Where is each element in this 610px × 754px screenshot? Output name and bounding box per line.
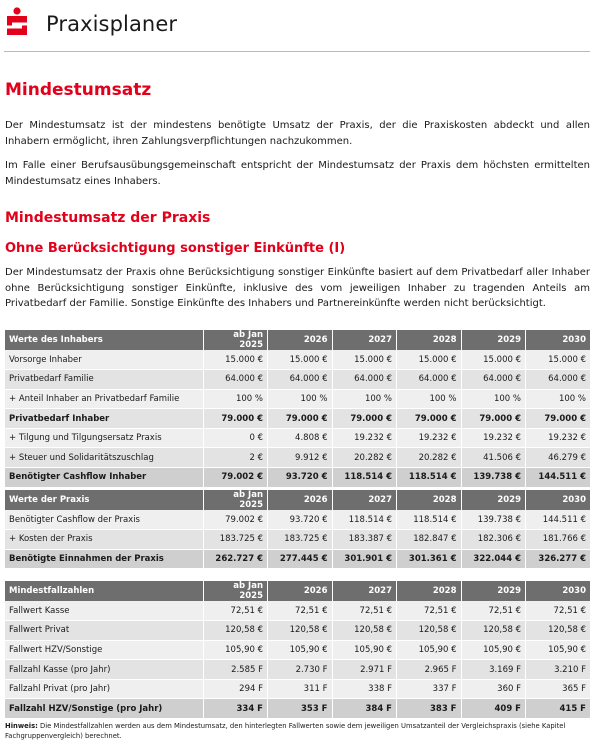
table-row	[5, 448, 590, 468]
table-row	[5, 428, 590, 448]
table-cell: 120,58 €	[268, 621, 333, 641]
table-cell: 79.000 €	[461, 409, 526, 429]
table-cell: 360 F	[461, 679, 526, 699]
table-cell: 139.738 €	[461, 468, 526, 488]
table-cell: 19.232 €	[332, 428, 397, 448]
table-row	[5, 389, 590, 409]
column-header: 2030	[526, 330, 591, 350]
table-cell: 100 %	[461, 389, 526, 409]
table-subtotal-row	[5, 409, 590, 429]
table-header-row	[5, 490, 590, 510]
column-header: 2027	[332, 330, 397, 350]
table-cell: 15.000 €	[268, 350, 333, 370]
row-label: + Steuer und Solidaritätszuschlag	[5, 448, 203, 468]
table-cell: 118.514 €	[397, 510, 462, 530]
row-label: Fallzahl HZV/Sonstige (pro Jahr)	[5, 699, 203, 719]
column-header: 2029	[461, 490, 526, 510]
table-cell: 41.506 €	[461, 448, 526, 468]
table-cell: 2.585 F	[203, 660, 268, 680]
table-cell: 322.044 €	[461, 549, 526, 569]
table-cell: 79.000 €	[268, 409, 333, 429]
row-label: + Tilgung und Tilgungsersatz Praxis	[5, 428, 203, 448]
table-cell: 64.000 €	[268, 370, 333, 390]
table-cell: 118.514 €	[397, 468, 462, 488]
header-divider	[4, 51, 590, 52]
column-header: 2027	[332, 581, 397, 601]
table-cell: 182.847 €	[397, 530, 462, 550]
column-header: 2027	[332, 490, 397, 510]
footnote-label: Hinweis:	[5, 722, 38, 730]
column-header: 2030	[526, 581, 591, 601]
table-cell: 20.282 €	[397, 448, 462, 468]
footnote-text: Die Mindestfallzahlen werden aus dem Mindestumsatz, den hinterlegten Fallwerten sowie dem jeweiligen Umsatzanteil der Vergleichspraxis (siehe Kapitel Fachgruppenvergleich) berechnet.	[5, 722, 566, 740]
table-cell: 19.232 €	[397, 428, 462, 448]
table-cell: 105,90 €	[397, 640, 462, 660]
row-label: Privatbedarf Familie	[5, 370, 203, 390]
minimum-case-numbers-table	[5, 581, 590, 719]
column-header: 2026	[268, 330, 333, 350]
table-cell: 15.000 €	[203, 350, 268, 370]
table-cell: 409 F	[461, 699, 526, 719]
table-cell: 64.000 €	[461, 370, 526, 390]
row-label: Vorsorge Inhaber	[5, 350, 203, 370]
table-cell: 294 F	[203, 679, 268, 699]
row-label: Privatbedarf Inhaber	[5, 409, 203, 429]
table-cell: 72,51 €	[397, 601, 462, 621]
table-total-row	[5, 468, 590, 488]
table-cell: 79.000 €	[203, 409, 268, 429]
table-cell: 181.766 €	[526, 530, 591, 550]
column-header: Werte der Praxis	[5, 490, 203, 510]
table-cell: 79.000 €	[332, 409, 397, 429]
table-cell: 105,90 €	[332, 640, 397, 660]
table-cell: 338 F	[332, 679, 397, 699]
column-header: 2028	[397, 490, 462, 510]
table-cell: 79.000 €	[526, 409, 591, 429]
column-header: ab Jan 2025	[203, 330, 268, 350]
table-cell: 72,51 €	[461, 601, 526, 621]
table-cell: 3.169 F	[461, 660, 526, 680]
table-row	[5, 679, 590, 699]
column-header: 2028	[397, 330, 462, 350]
row-label: Fallwert HZV/Sonstige	[5, 640, 203, 660]
table-cell: 100 %	[526, 389, 591, 409]
table-row	[5, 640, 590, 660]
table-cell: 15.000 €	[526, 350, 591, 370]
table-cell: 120,58 €	[397, 621, 462, 641]
app-header	[0, 0, 610, 52]
table-cell: 2.730 F	[268, 660, 333, 680]
table-cell: 79.002 €	[203, 510, 268, 530]
owner-values-table	[5, 330, 590, 488]
table-cell: 100 %	[268, 389, 333, 409]
table-cell: 384 F	[332, 699, 397, 719]
table-total-row	[5, 699, 590, 719]
column-header: 2026	[268, 581, 333, 601]
row-label: Fallzahl Privat (pro Jahr)	[5, 679, 203, 699]
table-cell: 2.965 F	[397, 660, 462, 680]
table-cell: 183.387 €	[332, 530, 397, 550]
table-total-row	[5, 549, 590, 569]
table-row	[5, 370, 590, 390]
table-cell: 72,51 €	[203, 601, 268, 621]
table-cell: 72,51 €	[332, 601, 397, 621]
table-cell: 100 %	[397, 389, 462, 409]
table-cell: 15.000 €	[397, 350, 462, 370]
column-header: ab Jan 2025	[203, 581, 268, 601]
table-cell: 120,58 €	[526, 621, 591, 641]
intro-paragraph-2: Im Falle einer Berufsausübungsgemeinschaft entspricht der Mindestumsatz der Praxis dem höchsten ermittelten Mindestumsatz eines Inhabers.	[5, 160, 590, 187]
table-cell: 301.901 €	[332, 549, 397, 569]
table-cell: 383 F	[397, 699, 462, 719]
table-cell: 262.727 €	[203, 549, 268, 569]
table-cell: 46.279 €	[526, 448, 591, 468]
column-header: 2029	[461, 581, 526, 601]
column-header: ab Jan 2025	[203, 490, 268, 510]
table-cell: 334 F	[203, 699, 268, 719]
table-cell: 72,51 €	[268, 601, 333, 621]
table-cell: 183.725 €	[203, 530, 268, 550]
table-cell: 326.277 €	[526, 549, 591, 569]
table-cell: 93.720 €	[268, 468, 333, 488]
table-row	[5, 660, 590, 680]
table-cell: 311 F	[268, 679, 333, 699]
table-cell: 105,90 €	[526, 640, 591, 660]
column-header: 2026	[268, 490, 333, 510]
table-cell: 277.445 €	[268, 549, 333, 569]
table-header-row	[5, 581, 590, 601]
table-cell: 144.511 €	[526, 510, 591, 530]
column-header: Werte des Inhabers	[5, 330, 203, 350]
row-label: Benötigter Cashflow Inhaber	[5, 468, 203, 488]
table-cell: 118.514 €	[332, 510, 397, 530]
table-cell: 100 %	[203, 389, 268, 409]
table-cell: 2 €	[203, 448, 268, 468]
table-cell: 118.514 €	[332, 468, 397, 488]
table-cell: 79.000 €	[397, 409, 462, 429]
table-cell: 64.000 €	[203, 370, 268, 390]
section-subtitle: Ohne Berücksichtigung sonstiger Einkünfte (I)	[5, 241, 346, 256]
table-cell: 337 F	[397, 679, 462, 699]
table-cell: 93.720 €	[268, 510, 333, 530]
table-cell: 3.210 F	[526, 660, 591, 680]
table-cell: 100 %	[332, 389, 397, 409]
table-cell: 0 €	[203, 428, 268, 448]
table-cell: 105,90 €	[268, 640, 333, 660]
table-cell: 183.725 €	[268, 530, 333, 550]
table-cell: 139.738 €	[461, 510, 526, 530]
table-cell: 415 F	[526, 699, 591, 719]
table-cell: 144.511 €	[526, 468, 591, 488]
row-label: Benötigte Einnahmen der Praxis	[5, 549, 203, 569]
table-cell: 15.000 €	[461, 350, 526, 370]
table-cell: 182.306 €	[461, 530, 526, 550]
section-paragraph: Der Mindestumsatz der Praxis ohne Berücksichtigung sonstiger Einkünfte basiert auf dem Privatbedarf aller Inhaber ohne Berücksichtigung sonstiger Einkünfte, inklusive des vom jeweiligen Inhaber zu tragenden Anteils am Privatbedarf der Familie. Sonstige Einkünfte des Inhabers und Partnereinkünfte werden nicht berücksichtigt.	[5, 267, 590, 309]
table-cell: 120,58 €	[332, 621, 397, 641]
table-row	[5, 530, 590, 550]
table-cell: 2.971 F	[332, 660, 397, 680]
footnote	[5, 721, 590, 741]
sparkasse-logo-icon	[4, 7, 30, 37]
table-row	[5, 350, 590, 370]
table-header-row	[5, 330, 590, 350]
table-cell: 105,90 €	[203, 640, 268, 660]
table-cell: 15.000 €	[332, 350, 397, 370]
table-cell: 120,58 €	[461, 621, 526, 641]
row-label: Fallwert Privat	[5, 621, 203, 641]
table-cell: 64.000 €	[332, 370, 397, 390]
table-cell: 365 F	[526, 679, 591, 699]
table-row	[5, 621, 590, 641]
table-cell: 120,58 €	[203, 621, 268, 641]
row-label: Fallwert Kasse	[5, 601, 203, 621]
table-cell: 353 F	[268, 699, 333, 719]
table-row	[5, 510, 590, 530]
section-title: Mindestumsatz der Praxis	[5, 210, 211, 226]
row-label: + Kosten der Praxis	[5, 530, 203, 550]
table-cell: 9.912 €	[268, 448, 333, 468]
table-cell: 79.002 €	[203, 468, 268, 488]
table-cell: 20.282 €	[332, 448, 397, 468]
column-header: 2028	[397, 581, 462, 601]
table-row	[5, 601, 590, 621]
column-header: 2030	[526, 490, 591, 510]
page-title: Mindestumsatz	[5, 80, 152, 100]
row-label: + Anteil Inhaber an Privatbedarf Familie	[5, 389, 203, 409]
table-cell: 64.000 €	[526, 370, 591, 390]
table-cell: 19.232 €	[461, 428, 526, 448]
intro-paragraph-1: Der Mindestumsatz ist der mindestens benötigte Umsatz der Praxis, der die Praxiskosten abdeckt und allen Inhabern ermöglicht, ihren Zahlungsverpflichtungen nachzukommen.	[5, 120, 590, 147]
row-label: Benötigter Cashflow der Praxis	[5, 510, 203, 530]
app-title: Praxisplaner	[46, 12, 178, 36]
table-cell: 72,51 €	[526, 601, 591, 621]
row-label: Fallzahl Kasse (pro Jahr)	[5, 660, 203, 680]
table-cell: 301.361 €	[397, 549, 462, 569]
table-cell: 4.808 €	[268, 428, 333, 448]
table-cell: 64.000 €	[397, 370, 462, 390]
practice-values-table	[5, 490, 590, 569]
column-header: Mindestfallzahlen	[5, 581, 203, 601]
column-header: 2029	[461, 330, 526, 350]
table-cell: 19.232 €	[526, 428, 591, 448]
table-cell: 105,90 €	[461, 640, 526, 660]
